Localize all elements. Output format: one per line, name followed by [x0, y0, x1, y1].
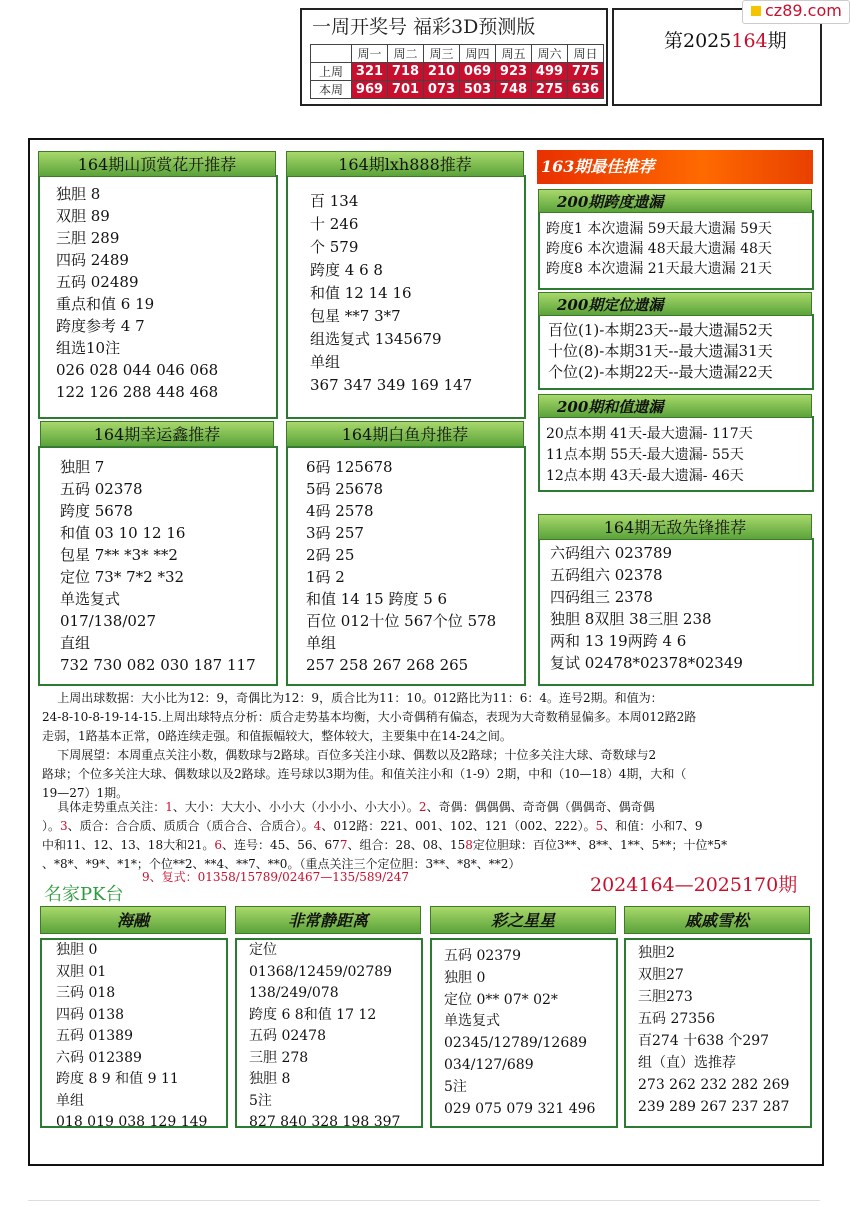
day-header: 周六 [532, 45, 568, 63]
table-row [311, 45, 604, 63]
section-title: 200期和值遗漏 [538, 394, 812, 418]
issue-range: 2024164—2025170期 [590, 874, 798, 896]
table-row [311, 63, 604, 81]
section-title: 200期定位遗漏 [538, 292, 812, 316]
day-header: 周五 [496, 45, 532, 63]
expert-title: 戚戚雪松 [624, 906, 810, 934]
draw-number: 718 [388, 63, 424, 81]
panel-lines: 六码组六 023789 五码组六 02378 四码组三 2378 独胆 8双胆 38三胆 238 两和 13 19两跨 4 6 复试 02478*02378*02349 [550, 544, 743, 672]
draw-number: 321 [352, 63, 388, 81]
section-title: 200期跨度遗漏 [538, 189, 812, 213]
draw-number: 069 [460, 63, 496, 81]
draw-number: 073 [424, 81, 460, 99]
draw-number: 499 [532, 63, 568, 81]
expert-title: 非常静距离 [235, 906, 421, 934]
analysis-last-week: 上周出球数据：大小比为12：9，奇偶比为12：9，质合比为11：10。012路比为11：6：4。连号2期。和值为： 24-8-10-8-19-14-15.上周出球特点分析：质合走势基本均衡，大小奇偶稍有偏态，表现为大奇数稍显偏多。本周012路2路 走弱，1路基本正常，0路连续走强。和值振幅较大，整体较大，主要集中在14-24之间。 [42, 691, 697, 743]
panel-title: 164期lxh888推荐 [286, 151, 524, 177]
panel-lines: 百位(1)-本期23天--最大遗漏52天 十位(8)-本期31天--最大遗漏31天 个位(2)-本期22天--最大遗漏22天 [548, 321, 773, 381]
row-label: 本周 [311, 81, 352, 99]
analysis-focus: 具体走势重点关注：1、大小：大大小、小小大（小小小、小大小）。2、奇偶：偶偶偶、奇奇偶（偶偶奇、偶奇偶 ）。3、质合：合合质、质质合（质合合、合质合）。4、012路：221、001、102、121（002、222）。5、和值：小和7、9 中和11、12、13、18大和21。6、连号：45、56、677、组合：28、08、158定位胆球：百位3**、8**、1**、5**；十位*5* 、*8*、*9*、*1*；个位**2、**4、**7、**0。（重点关注三个定位胆：3**、*8*、**2） [42, 800, 728, 871]
day-header: 周一 [352, 45, 388, 63]
issue-number: 第2025164期 [664, 30, 787, 52]
panel-title: 164期白鱼舟推荐 [286, 421, 524, 447]
panel-lines: 6码 125678 5码 25678 4码 2578 3码 257 2码 25 1码 2 和值 14 15 跨度 5 6 百位 012十位 567个位 578 单组 257 258 267 268 265 [306, 458, 497, 674]
draw-number: 636 [568, 81, 604, 99]
day-header: 周四 [460, 45, 496, 63]
day-header: 周日 [568, 45, 604, 63]
expert-title: 海融 [40, 906, 226, 934]
logo-square-icon [751, 6, 761, 16]
draw-number: 748 [496, 81, 532, 99]
day-header: 周三 [424, 45, 460, 63]
draw-number: 210 [424, 63, 460, 81]
analysis-outlook: 下周展望：本周重点关注小数，偶数球与2路球。百位多关注小球、偶数以及2路球；十位多关注大球、奇数球与2 路球；个位多关注大球、偶数球以及2路球。连号球以3期为佳。和值关注小和（1-9）2期，中和（10—18）4期，大和（ 19—27）1期。 [42, 748, 687, 800]
draw-number: 503 [460, 81, 496, 99]
divider [28, 1200, 820, 1201]
row-label: 上周 [311, 63, 352, 81]
panel-title: 164期山顶赏花开推荐 [38, 151, 276, 177]
draw-number: 923 [496, 63, 532, 81]
weekly-draw-table [310, 44, 604, 99]
pk-label: 名家PK台 [44, 884, 124, 905]
draw-number: 969 [352, 81, 388, 99]
expert-lines: 独胆 0 双胆 01 三码 018 四码 0138 五码 01389 六码 012389 跨度 8 9 和值 9 11 单组 018 019 038 129 149 [56, 942, 208, 1130]
expert-lines: 定位 01368/12459/02789 138/249/078 跨度 6 8和值 17 12 五码 02478 三胆 278 独胆 8 5注 827 840 328 198 397 [249, 942, 401, 1130]
expert-title: 彩之星星 [430, 906, 616, 934]
panel-lines: 跨度1 本次遗漏 59天最大遗漏 59天 跨度6 本次遗漏 48天最大遗漏 48天 跨度8 本次遗漏 21天最大遗漏 21天 [546, 221, 772, 277]
panel-title: 164期无敌先锋推荐 [538, 514, 812, 540]
analysis-compound: 9、复式：01358/15789/02467—135/589/247 [142, 870, 410, 884]
table-row [311, 81, 604, 99]
panel-lines: 百 134 十 246 个 579 跨度 4 6 8 和值 12 14 16 包星 **7 3*7 组选复式 1345679 单组 367 347 349 169 147 [310, 192, 473, 394]
panel-lines: 独胆 8 双胆 89 三胆 289 四码 2489 五码 02489 重点和值 6 19 跨度参考 4 7 组选10注 026 028 044 046 068 122 126 288 448 468 [56, 185, 219, 401]
expert-lines: 五码 02379 独胆 0 定位 0** 07* 02* 单选复式 02345/12789/12689 034/127/689 5注 029 075 079 321 496 [444, 948, 596, 1117]
day-header: 周二 [388, 45, 424, 63]
header-title: 一周开奖号 福彩3D预测版 [312, 16, 536, 38]
panel-lines: 20点本期 41天-最大遗漏- 117天 11点本期 55天-最大遗漏- 55天 12点本期 43天-最大遗漏- 46天 [546, 426, 753, 484]
expert-lines: 独胆2 双胆27 三胆273 五码 27356 百274 十638 个297 组（直）选推荐 273 262 232 282 269 239 289 267 237 287 [638, 945, 790, 1115]
draw-number: 275 [532, 81, 568, 99]
panel-lines: 独胆 7 五码 02378 跨度 5678 和值 03 10 12 16 包星 7** *3* **2 定位 73* 7*2 *32 单选复式 017/138/027 直组 732 730 082 030 187 117 [60, 458, 256, 674]
draw-number: 775 [568, 63, 604, 81]
draw-number: 701 [388, 81, 424, 99]
panel-title: 164期幸运鑫推荐 [40, 421, 274, 447]
best-recommend-banner: 163期最佳推荐 [537, 150, 813, 184]
site-logo[interactable]: cz89.com [742, 0, 850, 24]
